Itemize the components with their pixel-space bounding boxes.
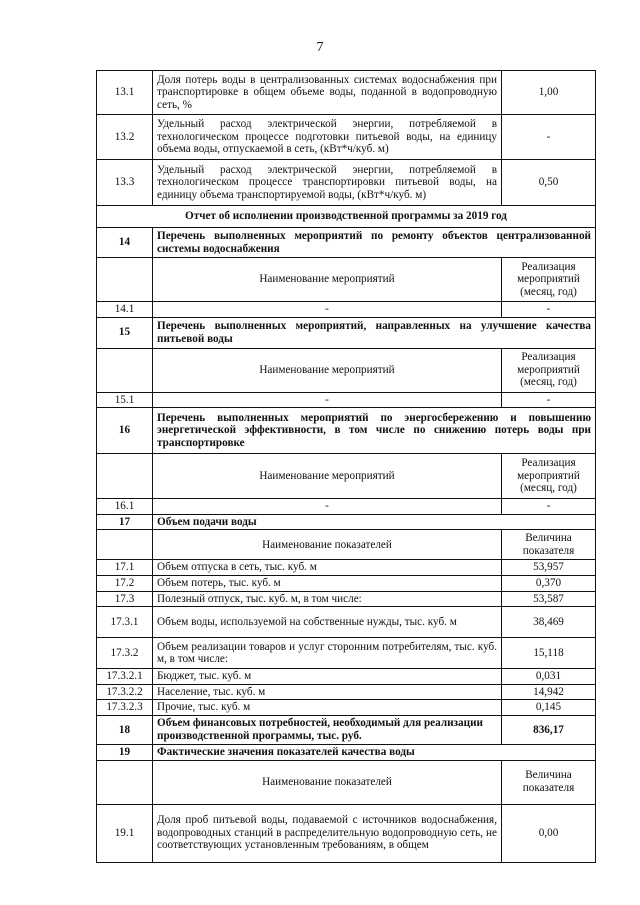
section-title: Перечень выполненных мероприятий по ремонту объектов централизованной системы водоснабжения [153,228,596,258]
table-row-r13-1 [97,71,596,115]
row-value: 14,942 [502,684,596,700]
row-text: Объем реализации товаров и услуг сторонним потребителям, тыс. куб. м, в том числе: [153,638,502,669]
row-number: 13.1 [97,71,153,115]
row-number: 14 [97,228,153,258]
row-text: - [153,302,502,318]
row-text: Бюджет, тыс. куб. м [153,669,502,685]
column-header-name: Наименование показателей [153,530,502,560]
row-value: 0,145 [502,700,596,716]
row-number [97,258,153,302]
table-row-r14 [97,228,596,258]
row-number: 13.3 [97,160,153,206]
row-number: 15.1 [97,392,153,408]
page-number: 7 [316,40,324,55]
column-header-value: Реализация мероприятий (месяц, год) [502,258,596,302]
table-row-r15 [97,317,596,348]
column-header-name: Наименование мероприятий [153,348,502,392]
row-text: Удельный расход электрической энергии, потребляемой в технологическом процессе транспортировки питьевой воды, на единицу объема транспортируемой воды, (кВт*ч/куб. м) [153,160,502,206]
table-row-r16 [97,408,596,454]
row-value: 38,469 [502,607,596,638]
row-number: 14.1 [97,302,153,318]
section-title: Перечень выполненных мероприятий по энергосбережению и повышению энергетической эффективности, в том числе по снижению потерь воды при транспортировке [153,408,596,454]
table-row-r18 [97,715,596,744]
table-row-r14-1 [97,302,596,318]
row-text: Прочие, тыс. куб. м [153,700,502,716]
table-row-r17 [97,514,596,530]
table-row-r16-head [97,454,596,499]
row-number: 17.3.2.1 [97,669,153,685]
table-row-r17-head [97,530,596,560]
table-row-r13-3 [97,160,596,206]
row-value: 0,031 [502,669,596,685]
table-row-r17-3-2 [97,638,596,669]
table-row-r17-2 [97,575,596,591]
section-heading: Отчет об исполнении производственной программы за 2019 год [97,206,596,228]
row-number: 16.1 [97,499,153,515]
row-value: 836,17 [502,715,596,744]
row-text: Объем воды, используемой на собственные нужды, тыс. куб. м [153,607,502,638]
row-number [97,530,153,560]
row-text: Население, тыс. куб. м [153,684,502,700]
row-text: - [153,499,502,515]
row-number: 16 [97,408,153,454]
table-row-r15-1 [97,392,596,408]
table-row-r19-head [97,760,596,804]
row-text: Объем потерь, тыс. куб. м [153,575,502,591]
row-number: 17 [97,514,153,530]
row-number: 17.3.2.3 [97,700,153,716]
row-value: 1,00 [502,71,596,115]
row-number: 17.2 [97,575,153,591]
row-text: Доля проб питьевой воды, подаваемой с источников водоснабжения, водопроводных станций в распределительную водопроводную сеть, не соответствующих установленным требованиям, в общем [153,804,502,862]
table-row-report-heading [97,206,596,228]
table-row-r19 [97,744,596,760]
column-header-name: Наименование мероприятий [153,454,502,499]
row-number [97,760,153,804]
row-text: Удельный расход электрической энергии, потребляемой в технологическом процессе подготовки питьевой воды, на единицу объема воды, отпускаемой в сеть, (кВт*ч/куб. м) [153,115,502,160]
row-number: 17.1 [97,560,153,576]
table-row-r19-1 [97,804,596,862]
row-value: - [502,302,596,318]
row-number: 17.3.2.2 [97,684,153,700]
column-header-value: Реализация мероприятий (месяц, год) [502,348,596,392]
row-number [97,348,153,392]
row-value: - [502,499,596,515]
row-number: 17.3.1 [97,607,153,638]
table-row-r17-3-2-1 [97,669,596,685]
row-value: 0,370 [502,575,596,591]
indicators-table [96,70,596,863]
table-row-r14-head [97,258,596,302]
table-row-r13-2 [97,115,596,160]
section-title: Объем подачи воды [153,514,596,530]
row-value: 53,587 [502,591,596,607]
table-row-r15-head [97,348,596,392]
row-number: 19.1 [97,804,153,862]
row-number: 13.2 [97,115,153,160]
row-number: 15 [97,317,153,348]
section-title: Объем финансовых потребностей, необходимый для реализации производственной программы, тыс. руб. [153,715,502,744]
column-header-value: Величина показателя [502,530,596,560]
row-value: 0,50 [502,160,596,206]
column-header-value: Реализация мероприятий (месяц, год) [502,454,596,499]
row-text: Доля потерь воды в централизованных системах водоснабжения при транспортировке в общем объеме воды, поданной в водопроводную сеть, % [153,71,502,115]
row-number: 18 [97,715,153,744]
row-text: Полезный отпуск, тыс. куб. м, в том числе: [153,591,502,607]
column-header-name: Наименование показателей [153,760,502,804]
table-row-r17-1 [97,560,596,576]
row-number: 17.3.2 [97,638,153,669]
row-number [97,454,153,499]
column-header-value: Величина показателя [502,760,596,804]
row-text: Объем отпуска в сеть, тыс. куб. м [153,560,502,576]
row-number: 19 [97,744,153,760]
table-row-r17-3-1 [97,607,596,638]
section-title: Фактические значения показателей качества воды [153,744,596,760]
row-number: 17.3 [97,591,153,607]
table-row-r17-3-2-3 [97,700,596,716]
table-row-r17-3-2-2 [97,684,596,700]
table-row-r16-1 [97,499,596,515]
row-value: 15,118 [502,638,596,669]
row-value: - [502,115,596,160]
row-value: 53,957 [502,560,596,576]
row-value: 0,00 [502,804,596,862]
section-title: Перечень выполненных мероприятий, направленных на улучшение качества питьевой воды [153,317,596,348]
column-header-name: Наименование мероприятий [153,258,502,302]
table-row-r17-3 [97,591,596,607]
row-text: - [153,392,502,408]
row-value: - [502,392,596,408]
